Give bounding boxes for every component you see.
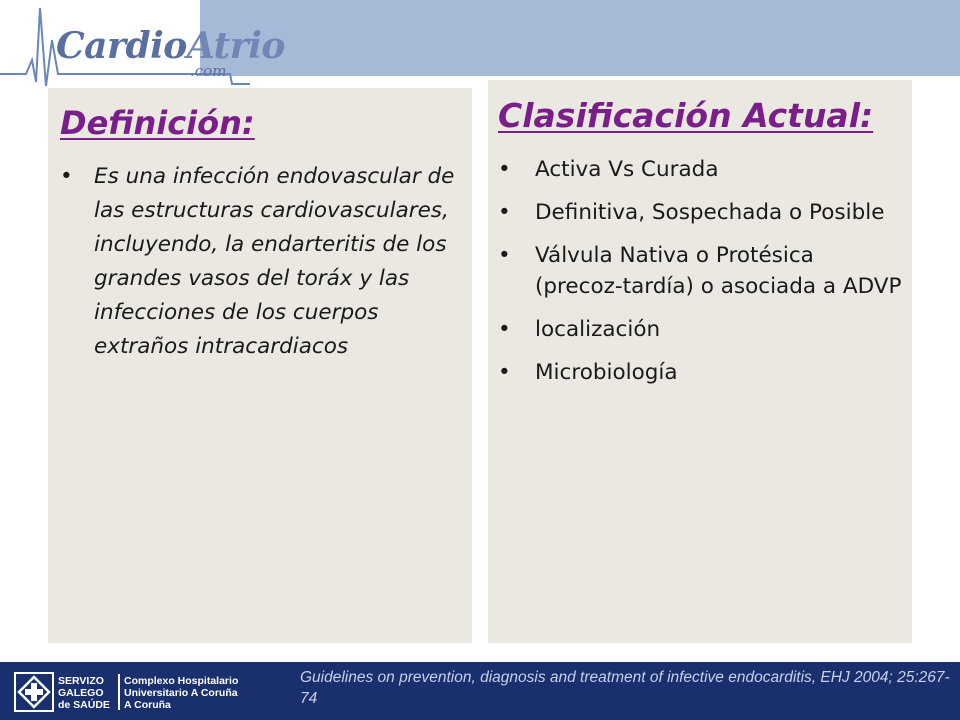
classification-heading: Clasificación Actual: <box>498 96 874 135</box>
bullet-icon: • <box>498 317 511 342</box>
classification-item-text: Válvula Nativa o Protésica (precoz-tardía) o asociada a ADVP <box>535 243 902 299</box>
bullet-icon: • <box>498 243 511 268</box>
classification-item-text: Definitiva, Sospechada o Posible <box>535 200 885 225</box>
cardioatrio-logo <box>56 26 285 86</box>
bullet-icon: • <box>498 360 511 385</box>
list-item <box>498 197 906 228</box>
citation-text: Guidelines on prevention, diagnosis and treatment of infective endocarditis, EHJ 2004; 25:267-74 <box>300 669 950 707</box>
logo-divider <box>118 674 120 710</box>
sergas-emblem-icon <box>14 672 54 712</box>
classification-item-text: localización <box>535 317 661 342</box>
bullet-icon: • <box>60 164 73 189</box>
hospital-name: Complexo Hospitalario Universitario A Coruña A Coruña <box>124 675 239 711</box>
definition-text: Es una infección endovascular de las estructuras cardiovasculares, incluyendo, la endarteritis de los grandes vasos del toráx y las infecciones de los cuerpos extraños intracardiacos <box>94 164 455 359</box>
list-item <box>498 154 906 185</box>
sergas-name: SERVIZO GALEGO de SAÚDE <box>58 675 110 711</box>
logo-word-atrio: Atrio <box>186 25 285 67</box>
list-item <box>60 160 465 364</box>
sergas-logo <box>12 670 282 714</box>
list-item <box>498 240 906 302</box>
bullet-icon: • <box>498 157 511 182</box>
definition-list <box>60 160 465 364</box>
classification-item-text: Microbiología <box>535 360 678 385</box>
logo-domain: .com <box>190 62 227 80</box>
definition-heading: Definición: <box>60 104 255 142</box>
classification-list <box>498 154 906 400</box>
list-item <box>498 357 906 388</box>
list-item <box>498 314 906 345</box>
logo-word-cardio: Cardio <box>56 25 187 67</box>
bullet-icon: • <box>498 200 511 225</box>
classification-item-text: Activa Vs Curada <box>535 157 719 182</box>
